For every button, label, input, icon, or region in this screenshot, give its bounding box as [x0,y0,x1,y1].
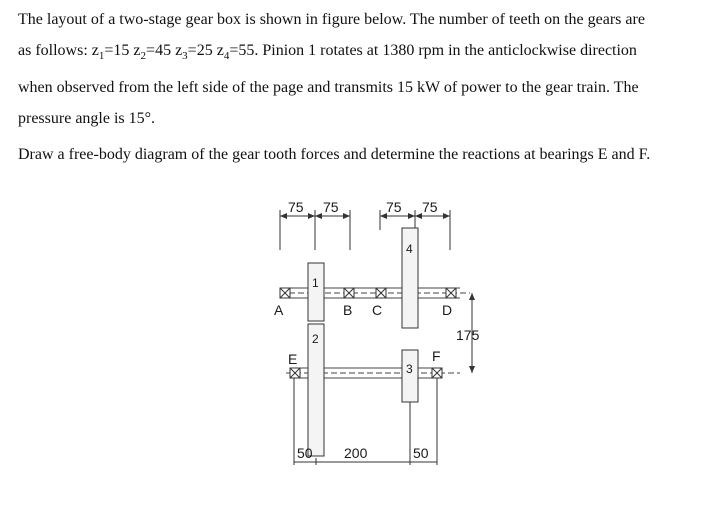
dim-vertical-175: 175 [456,327,480,343]
bearing-label-c: C [372,302,383,318]
top-dimension-lines [280,210,450,250]
tooth-z4: $z_4=55$ [216,42,255,63]
gearbox-diagram [250,190,510,490]
bearing-label-f: F [432,348,441,364]
gear-1-label: 1 [312,276,319,290]
problem-line-1: The layout of a two-stage gear box is shown in figure below. The number of teeth on the gears are [18,11,645,28]
dim-top-left-2: 75 [323,199,339,215]
bearing-label-a: A [274,302,284,318]
dim-top-left-1: 75 [288,199,304,215]
task-statement: Draw a free-body diagram of the gear tooth forces and determine the reactions at bearings E and F. [18,146,651,163]
gear-4-label: 4 [406,242,413,256]
problem-line-4: pressure angle is 15°. [18,110,156,128]
bearing-label-b: B [343,302,353,318]
tooth-z2: $z_2=45$ [133,42,172,63]
bearing-label-e: E [288,351,298,367]
dim-top-right-1: 75 [386,199,402,215]
gear-1 [308,263,324,321]
problem-line-3: when observed from the left side of the page and transmits 15 kW of power to the gear train. The [18,79,639,97]
dim-bottom-right-50: 50 [413,445,429,461]
tooth-z3: $z_3=25$ [175,42,213,63]
dim-bottom-200: 200 [344,445,368,461]
problem-line-2: as follows: $z_1=15$ $z_2=45$ $z_3=25$ $z_4=55$. Pinion 1 rotates at 1380 rpm in the anticlockwise direction [18,42,637,63]
dim-bottom-left-50: 50 [297,445,313,461]
tooth-z1: $z_1=15$ [91,42,130,63]
bearing-label-d: D [442,302,453,318]
problem-statement [18,4,718,134]
gear-2-label: 2 [312,332,319,346]
gear-3-label: 3 [406,362,413,376]
dim-top-right-2: 75 [422,199,438,215]
gear-3 [402,350,418,402]
bearing-symbols [280,288,456,378]
